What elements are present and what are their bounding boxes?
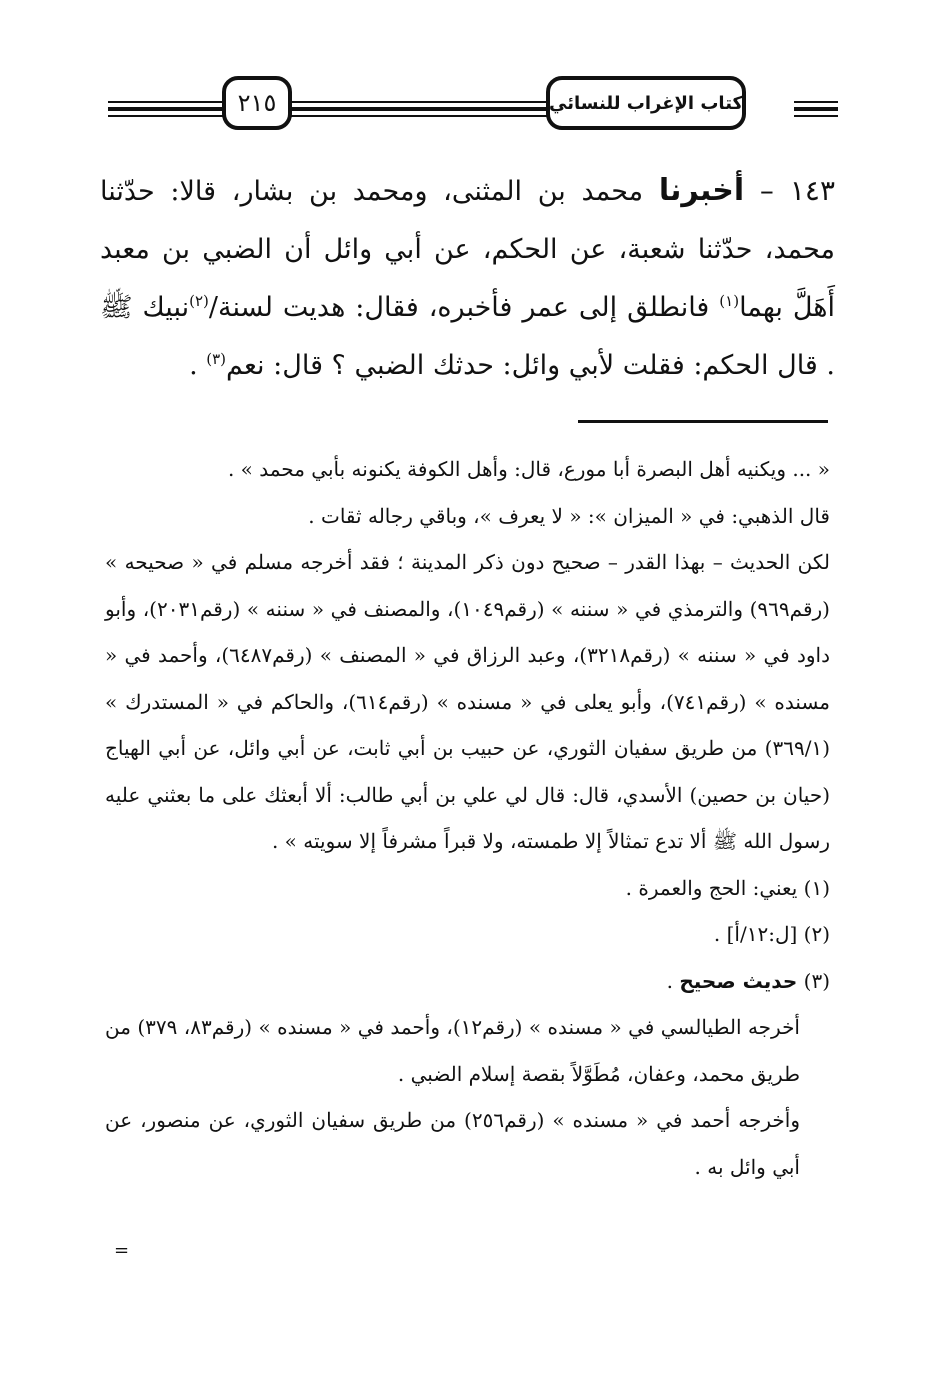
page-number-frame <box>222 76 292 130</box>
footnote-3-end: . <box>666 968 680 993</box>
hadith-grade: حديث صحيح <box>679 968 798 993</box>
hadith-line: فانطلق إلى عمر فأخبره، فقال: هديت لسنة/ <box>208 292 720 323</box>
book-title-frame <box>546 76 746 130</box>
footnote-3 <box>105 958 830 1005</box>
book-title: كتاب الإغراب للنسائي <box>548 92 744 114</box>
hadith-paragraph <box>100 162 835 395</box>
hadith-line: الحكم: فقلت لأبي وائل: حدثك الضبي ؟ قال: نعم <box>226 350 769 381</box>
page-header <box>108 70 838 140</box>
footnote-3-paragraph: وأخرجه أحمد في « مسنده » (رقم٢٥٦) من طريق سفيان الثوري، عن منصور، عن أبي وائل به . <box>105 1108 800 1179</box>
footnote-carryover: لكن الحديث – بهذا القدر – صحيح دون ذكر المدينة ؛ فقد أخرجه مسلم في « صحيحه » (رقم٩٦٩) والترمذي في « سننه » (رقم١٠٤٩)، والمصنف في « سننه » (رقم٢٠٣١)، وأبو داود في « سننه » (رقم٣٢١٨)، وعبد الرزاق في « المصنف » (رقم٦٤٨٧)، وأحمد في « مسنده » (رقم٧٤١)، وأبو يعلى في « مسنده » (رقم٦١٤)، والحاكم في « المستدرك » (٣٦٩/١) من طريق سفيان الثوري، عن حبيب بن أبي ثابت، عن أبي وائل، عن أبي الهياج (حيان بن حصين) الأسدي، قال: قال لي علي بن أبي طالب: ألا أبعثك على ما بعثني عليه رسول الله ﷺ ألا تدع تمثالاً إلا طمسته، ولا قبراً مشرفاً إلا سويته » . <box>105 550 831 853</box>
header-rule <box>794 101 838 103</box>
footnote-divider <box>578 420 828 423</box>
continuation-mark: = <box>114 1240 130 1261</box>
hadith-number: ١٤٣ – <box>759 174 835 207</box>
footnotes <box>105 446 830 1190</box>
footnote-marker[interactable]: (٣) <box>206 350 227 368</box>
footnote-3-paragraph: أخرجه الطيالسي في « مسنده » (رقم١٢)، وأحمد في « مسنده » (رقم٨٣، ٣٧٩) من طريق محمد، وعفان، مُطَوَّلاً بقصة إسلام الضبي . <box>105 1015 800 1086</box>
header-rule <box>794 115 838 117</box>
header-rule <box>794 107 838 111</box>
header-rule <box>108 101 228 103</box>
footnote-marker[interactable]: (٢) <box>189 292 209 310</box>
footnote-1: (١) يعني: الحج والعمرة . <box>625 875 830 900</box>
hadith-line: . <box>189 350 207 381</box>
page-number: ٢١٥ <box>237 89 277 117</box>
footnote-marker[interactable]: (١) <box>719 292 740 310</box>
footnote-2: (٢) [ل:١٢/أ] . <box>713 922 830 946</box>
hadith-line: بهما <box>739 292 783 323</box>
footnote-carryover: « ... ويكنيه أهل البصرة أبا مورع، قال: وأهل الكوفة يكنونه بأبي محمد » . <box>227 457 830 481</box>
hadith-opening: أخبرنا <box>658 173 745 208</box>
header-rule <box>108 107 228 111</box>
hadith-text <box>100 162 835 395</box>
hadith-line: محمد بن المثنى، ومحمد بن بشار، قالا: حدّثنا <box>100 176 644 207</box>
footnote-3-label: (٣) <box>803 968 830 993</box>
hadith-line: محمد، حدّثنا شعبة، عن الحكم، عن أبي وائل أن الضبي بن معبد أَهَلَّ <box>100 234 836 323</box>
header-rule <box>108 115 228 117</box>
hadith-line: نبيك ﷺ . قال <box>100 292 835 381</box>
footnote-carryover: قال الذهبي: في « الميزان »: « لا يعرف »، وباقي رجاله ثقات . <box>308 503 830 528</box>
